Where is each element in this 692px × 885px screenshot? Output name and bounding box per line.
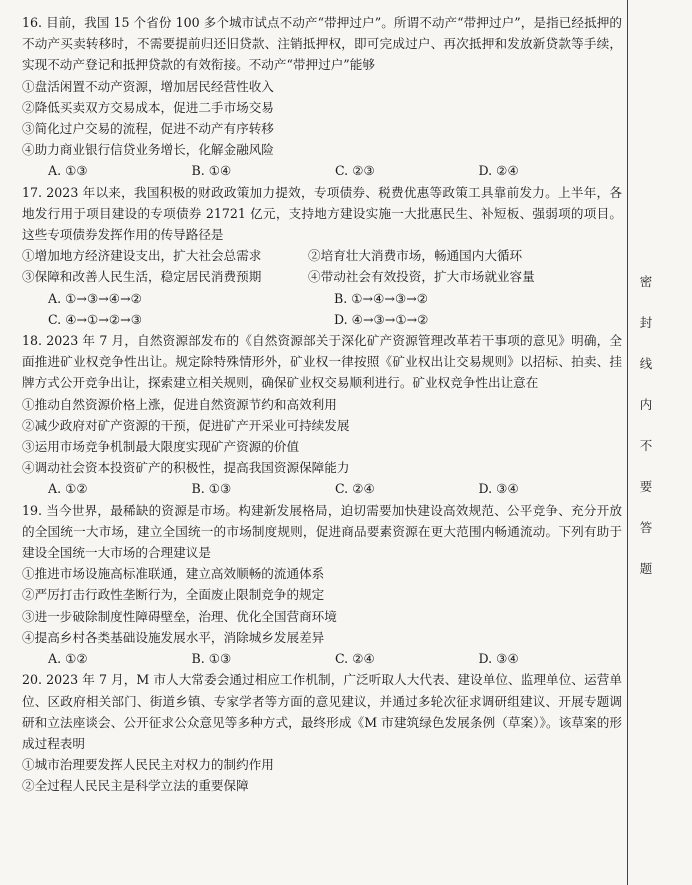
statement: ④助力商业银行信贷业务增长，化解金融风险 — [22, 142, 274, 158]
statement: ③运用市场竞争机制最大限度实现矿产资源的价值 — [22, 439, 300, 455]
option-c[interactable]: C. ②④ — [335, 481, 375, 497]
question-stem: 16. 目前，我国 15 个省份 100 多个城市试点不动产“带押过户”。所谓不动产“带押过户”，是指已经抵押的不动产买卖转移时，不需要提前归还旧贷款、注销抵押权，即可完成过户、再次抵押和发放新贷款等手续，实现不动产登记和抵押贷款的有效衔接。不动产“带押过户”能够 — [22, 15, 622, 73]
option-c[interactable]: C. ②③ — [335, 163, 375, 179]
option-c[interactable]: C. ②④ — [335, 651, 375, 667]
option-a[interactable]: A. ①→③→④→② — [48, 290, 142, 306]
binding-margin-notice — [636, 272, 656, 600]
answer-options — [22, 309, 622, 330]
binding-char: 要 — [639, 479, 653, 494]
option-a[interactable]: A. ①② — [48, 651, 88, 667]
option-b[interactable]: B. ①③ — [191, 651, 232, 667]
binding-char: 线 — [639, 356, 653, 371]
option-a[interactable]: A. ①③ — [48, 163, 88, 179]
statement-row — [22, 266, 622, 287]
answer-options — [22, 478, 622, 499]
statement: ①推进市场设施高标准联通，建立高效顺畅的流通体系 — [22, 566, 325, 582]
binding-char: 密 — [639, 274, 653, 289]
statement: ④带动社会有效投资，扩大市场就业容量 — [308, 269, 535, 285]
statement: ③保障和改善人民生活，稳定居民消费预期 — [22, 269, 262, 285]
question-18 — [22, 330, 622, 500]
question-19 — [22, 500, 622, 670]
question-stem: 20. 2023 年 7 月，M 市人大常委会通过相应工作机制，广泛听取人大代表、建设单位、监理单位、运营单位、区政府相关部门、街道乡镇、专家学者等方面的意见建议，并通过多轮次征求调研组建议、开展专题调研和立法座谈会、公开征求公众意见等多种方式，最终形成《M 市建筑绿色发展条例（草案）》。该草案的形成过程表明 — [22, 672, 622, 751]
option-d[interactable]: D. ③④ — [478, 481, 519, 497]
option-d[interactable]: D. ②④ — [478, 163, 519, 179]
statement: ②降低买卖双方交易成本，促进二手市场交易 — [22, 99, 274, 115]
statement: ①城市治理要发挥人民民主对权力的制约作用 — [22, 757, 274, 773]
statement: ②培育壮大消费市场，畅通国内大循环 — [308, 248, 523, 264]
answer-options — [22, 288, 622, 309]
statement-row — [22, 245, 622, 266]
question-stem: 17. 2023 年以来，我国积极的财政政策加力提效，专项债券、税费优惠等政策工具靠前发力。上半年，各地发行用于项目建设的专项债券 21721 亿元，支持地方建设实施一大批惠民生、补短板、强弱项的项目。这些专项债券发挥作用的传导路径是 — [22, 184, 622, 243]
statement: ②全过程人民民主是科学立法的重要保障 — [22, 778, 249, 794]
option-b[interactable]: B. ①→④→③→② — [334, 290, 429, 306]
statement: ④调动社会资本投资矿产的积极性，提高我国资源保障能力 — [22, 460, 350, 476]
binding-margin-line — [627, 0, 628, 885]
statement: ②严厉打击行政性垄断行为，全面废止限制竞争的规定 — [22, 587, 325, 603]
binding-char: 题 — [639, 561, 653, 576]
binding-char: 封 — [639, 315, 653, 330]
statement: ③进一步破除制度性障碍壁垒，治理、优化全国营商环境 — [22, 608, 337, 624]
statement: ①推动自然资源价格上涨，促进自然资源节约和高效利用 — [22, 396, 337, 412]
exam-page — [22, 12, 622, 797]
option-b[interactable]: B. ①③ — [191, 481, 232, 497]
statement: ①增加地方经济建设支出，扩大社会总需求 — [22, 248, 262, 264]
statement: ①盘活闲置不动产资源，增加居民经营性收入 — [22, 78, 274, 94]
option-b[interactable]: B. ①④ — [191, 163, 232, 179]
answer-options — [22, 648, 622, 669]
option-d[interactable]: D. ③④ — [478, 651, 519, 667]
question-17 — [22, 182, 622, 330]
binding-char: 内 — [639, 397, 653, 412]
question-stem: 19. 当今世界，最稀缺的资源是市场。构建新发展格局，迫切需要加快建设高效规范、公平竞争、充分开放的全国统一大市场，建立全国统一的市场制度规则，促进商品要素资源在更大范围内畅通流动。下列有助于建设全国统一大市场的合理建议是 — [22, 502, 622, 561]
statement: ④提高乡村各类基础设施发展水平，消除城乡发展差异 — [22, 629, 325, 645]
binding-char: 不 — [639, 438, 653, 453]
option-d[interactable]: D. ④→③→①→② — [334, 311, 429, 327]
question-20 — [22, 669, 622, 796]
statement: ③简化过户交易的流程，促进不动产有序转移 — [22, 121, 274, 137]
binding-char: 答 — [639, 520, 653, 535]
question-stem: 18. 2023 年 7 月，自然资源部发布的《自然资源部关于深化矿产资源管理改革若干事项的意见》明确，全面推进矿业权竞争性出让。规定除特殊情形外，矿业权一律按照《矿业权出让交易规则》以招标、拍卖、挂牌方式公开竞争出让，探索建立相关规则，确保矿业权交易顺利进行。矿业权竞争性出让意在 — [22, 333, 622, 391]
question-16 — [22, 12, 622, 182]
statement: ②减少政府对矿产资源的干预，促进矿产开采业可持续发展 — [22, 417, 350, 433]
option-c[interactable]: C. ④→①→②→③ — [48, 311, 143, 327]
answer-options — [22, 160, 622, 181]
option-a[interactable]: A. ①② — [48, 481, 88, 497]
